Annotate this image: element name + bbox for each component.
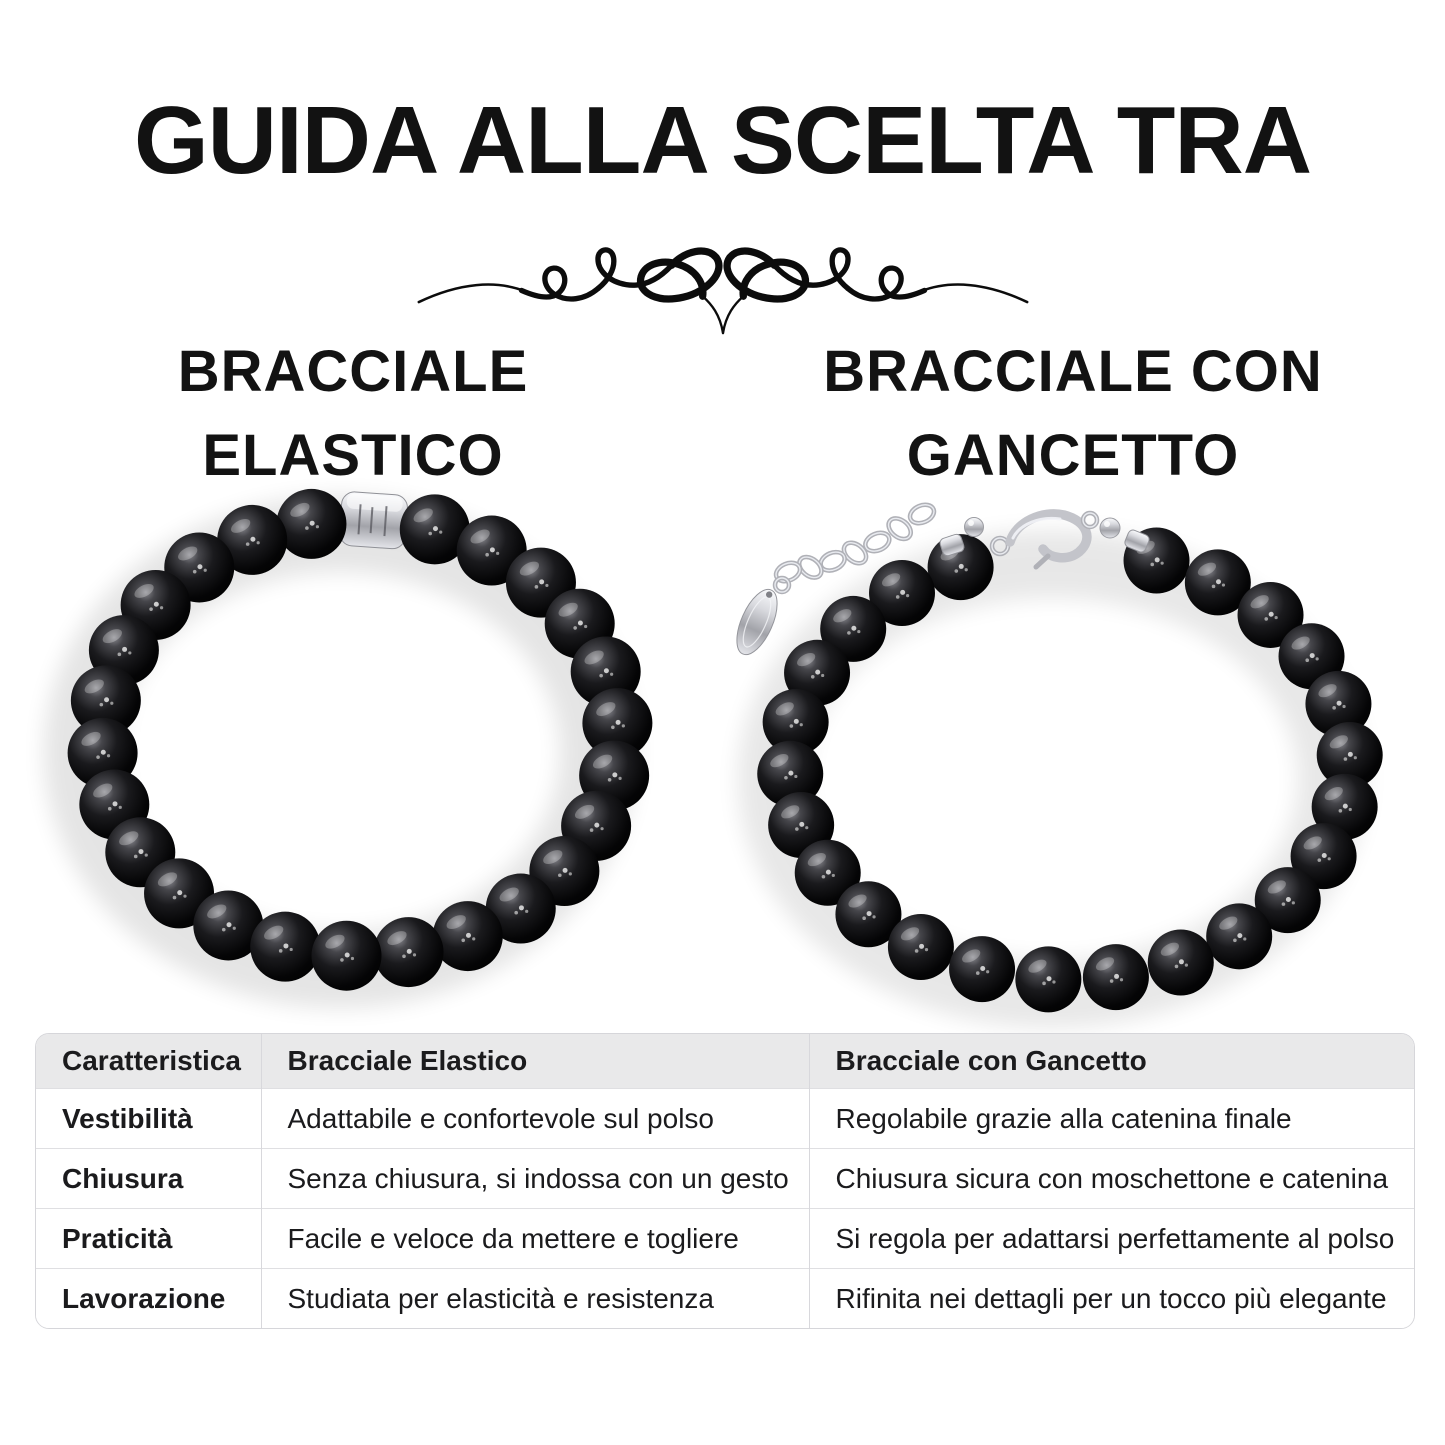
- table-row: [36, 1149, 1414, 1209]
- value-cell: Facile e veloce da mettere e togliere: [261, 1209, 809, 1269]
- feature-cell: Praticità: [36, 1209, 261, 1269]
- value-cell: Studiata per elasticità e resistenza: [261, 1269, 809, 1329]
- value-cell: Si regola per adattarsi perfettamente al polso: [809, 1209, 1414, 1269]
- feature-cell: Chiusura: [36, 1149, 261, 1209]
- heading-line: BRACCIALE: [177, 339, 529, 404]
- value-cell: Chiusura sicura con moschettone e catenina: [809, 1149, 1414, 1209]
- column-header: Bracciale con Gancetto: [809, 1034, 1414, 1089]
- heading-line: BRACCIALE CON: [823, 339, 1323, 404]
- heading-bracciale-gancetto: [748, 330, 1398, 498]
- column-header: Bracciale Elastico: [261, 1034, 809, 1089]
- value-cell: Rifinita nei dettagli per un tocco più elegante: [809, 1269, 1414, 1329]
- table-row: [36, 1089, 1414, 1149]
- heading-bracciale-elastico: [88, 330, 618, 498]
- feature-cell: Vestibilità: [36, 1089, 261, 1149]
- calligraphic-flourish-icon: [413, 210, 1033, 336]
- value-cell: Adattabile e confortevole sul polso: [261, 1089, 809, 1149]
- value-cell: Regolabile grazie alla catenina finale: [809, 1089, 1414, 1149]
- table-header-row: [36, 1034, 1414, 1089]
- feature-cell: Lavorazione: [36, 1269, 261, 1329]
- table-row: [36, 1269, 1414, 1329]
- bracelet-elastico-photo: [68, 489, 653, 991]
- value-cell: Senza chiusura, si indossa con un gesto: [261, 1149, 809, 1209]
- heading-line: ELASTICO: [202, 423, 504, 488]
- column-header: Caratteristica: [36, 1034, 261, 1089]
- table-row: [36, 1209, 1414, 1269]
- page-title: GUIDA ALLA SCELTA TRA: [133, 87, 1312, 194]
- bracelet-gancetto-photo: [729, 501, 1383, 1012]
- comparison-table: [35, 1033, 1415, 1329]
- comparison-table-grid: [36, 1034, 1414, 1328]
- heading-line: GANCETTO: [906, 423, 1240, 488]
